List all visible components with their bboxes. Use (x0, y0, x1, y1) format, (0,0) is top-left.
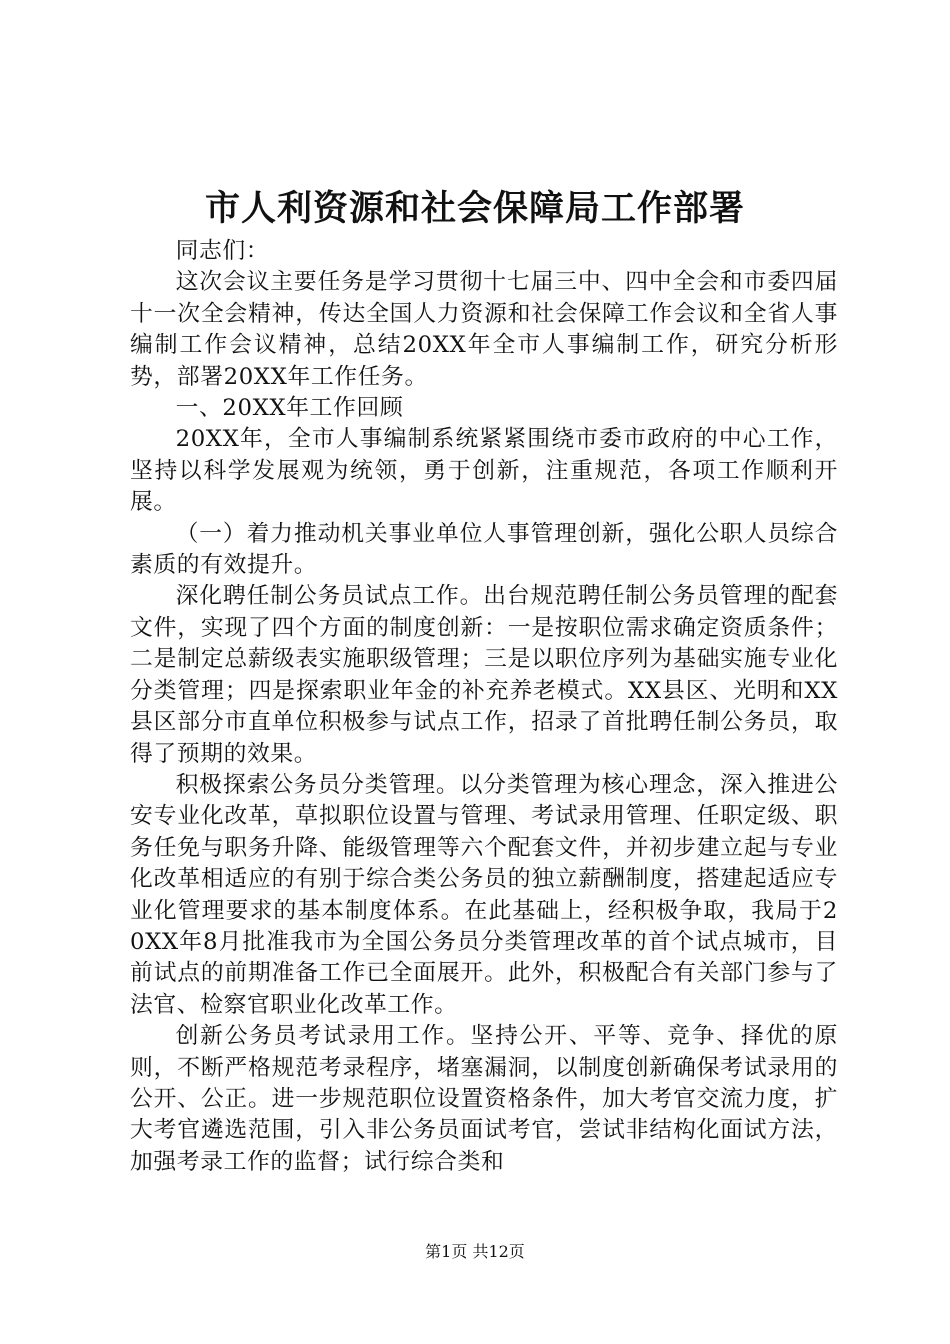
intro-paragraph: 这次会议主要任务是学习贯彻十七届三中、四中全会和市委四届十一次全会精神，传达全国人力资源和社会保障工作会议和全省人事编制工作会议精神，总结20XX年全市人事编制工作，研究分析形势，部署20XX年工作任务。 (130, 269, 838, 390)
section-heading: 一、20XX年工作回顾 (175, 395, 404, 422)
body-paragraph: 创新公务员考试录用工作。坚持公开、平等、竞争、择优的原则，不断严格规范考录程序，堵塞漏洞，以制度创新确保考试录用的公开、公正。进一步规范职位设置资格条件，加大考官交流力度，扩大考官遴选范围，引入非公务员面试考官，尝试非结构化面试方法，加强考录工作的监督；试行综合类和 (130, 1023, 838, 1175)
body-paragraph: 积极探索公务员分类管理。以分类管理为核心理念，深入推进公安专业化改革，草拟职位设置与管理、考试录用管理、任职定级、职务任免与职务升降、能级管理等六个配套文件，并初步建立起与专业化改革相适应的有别于综合类公务员的独立薪酬制度，搭建起适应专业化管理要求的基本制度体系。在此基础上，经积极争取，我局于20XX年8月批准我市为全国公务员分类管理改革的首个试点城市，目前试点的前期准备工作已全面展开。此外，积极配合有关部门参与了法官、检察官职业化改革工作。 (130, 771, 838, 1018)
subsection-heading: （一）着力推动机关事业单位人事管理创新，强化公职人员综合素质的有效提升。 (130, 520, 838, 579)
document-title: 市人利资源和社会保障局工作部署 (204, 188, 745, 229)
body-paragraph: 深化聘任制公务员试点工作。出台规范聘任制公务员管理的配套文件，实现了四个方面的制度创新：一是按职位需求确定资质条件；二是制定总薪级表实施职级管理；三是以职位序列为基础实施专业化分类管理；四是探索职业年金的补充养老模式。XX县区、光明和XX县区部分市直单位积极参与试点工作，招录了首批聘任制公务员，取得了预期的效果。 (130, 583, 838, 767)
body-paragraph: 20XX年，全市人事编制系统紧紧围绕市委市政府的中心工作，坚持以科学发展观为统领，勇于创新，注重规范，各项工作顺利开展。 (130, 426, 838, 516)
page-number-footer: 第1页 共12页 (425, 1242, 525, 1261)
salutation-paragraph: 同志们： (175, 238, 270, 264)
document-body (130, 236, 838, 1178)
